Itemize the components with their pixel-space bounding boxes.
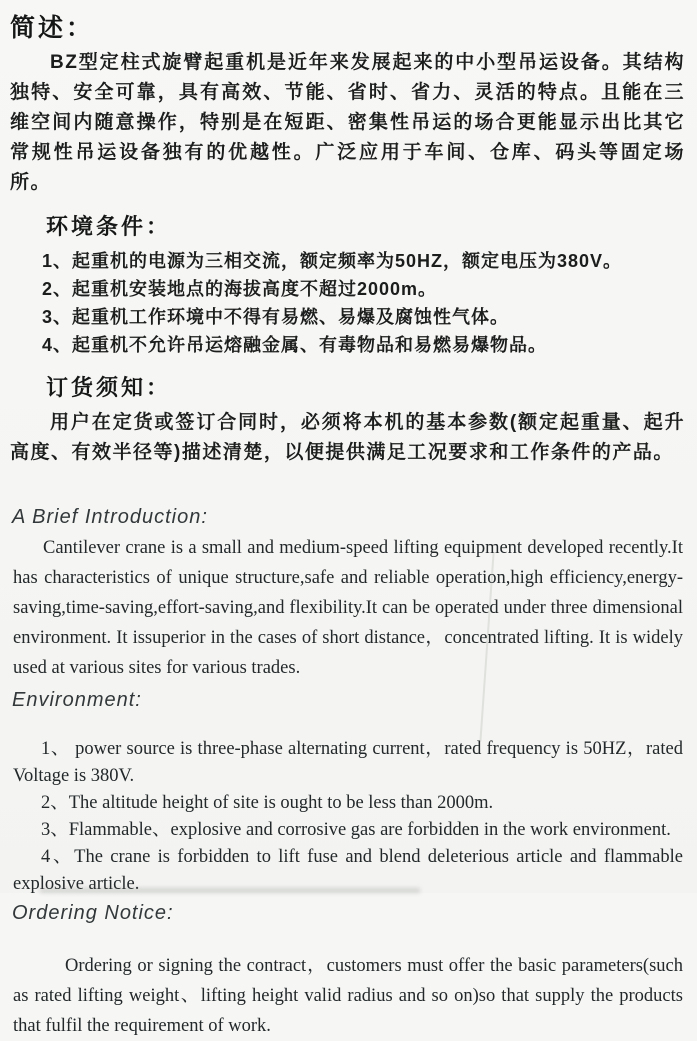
cn-environment-heading: 环境条件： (46, 214, 172, 239)
en-environment-item-3: 3、Flammable、explosive and corrosive gas are forbidden in the work environment. (41, 820, 671, 840)
cn-ordering-paragraph: 用户在定货或签订合同时，必须将本机的基本参数(额定起重量、起升高度、有效半径等)描述清楚，以便提供满足工况要求和工作条件的产品。 (10, 412, 685, 463)
en-ordering-heading: Ordering Notice: (12, 902, 174, 924)
cn-environment-list (42, 247, 697, 359)
cn-intro-paragraph: BZ型定柱式旋臂起重机是近年来发展起来的中小型吊运设备。其结构独特、安全可靠，具有高效、节能、省时、省力、灵活的特点。且能在三维空间内随意操作，特别是在短距、密集性吊运的场合更能显示出比其它常规性吊运设备独有的优越性。广泛应用于车间、仓库、码头等固定场所。 (10, 52, 685, 193)
en-intro-heading: A Brief Introduction: (12, 506, 208, 528)
en-environment-item-1: 1、 power source is three-phase alternating current，rated frequency is 50HZ，rated Voltage is 380V. (13, 739, 683, 786)
cn-intro-heading: 简述： (10, 14, 95, 42)
en-environment-item-4: 4、The crane is forbidden to lift fuse and blend deleterious article and flammable explosive article. (13, 847, 683, 894)
en-environment-item-2: 2、The altitude height of site is ought to be less than 2000m. (41, 793, 494, 813)
cn-environment-item-4: 4、起重机不允许吊运熔融金属、有毒物品和易燃易爆物品。 (42, 335, 548, 355)
en-environment-heading: Environment: (12, 689, 142, 711)
cn-environment-item-1: 1、起重机的电源为三相交流，额定频率为50HZ，额定电压为380V。 (42, 251, 623, 271)
en-intro-paragraph: Cantilever crane is a small and medium-speed lifting equipment developed recently.It has characteristics of unique structure,safe and reliable operation,high efficiency,energy-saving,time-saving,effort-saving,and flexibility.It can be operated under three dimensional environment. It issuperior in the cases of short distance，concentrated lifting. It is widely used at various sites for various trades. (13, 538, 683, 678)
cn-ordering-heading: 订货须知： (46, 375, 172, 400)
en-ordering-paragraph: Ordering or signing the contract，customers must offer the basic parameters(such as rated lifting weight、lifting height valid radius and so on)so that supply the products that fulfil the requirement of work. (13, 956, 683, 1036)
cn-environment-item-2: 2、起重机安装地点的海拔高度不超过2000m。 (42, 279, 438, 299)
cn-environment-item-3: 3、起重机工作环境中不得有易燃、易爆及腐蚀性气体。 (42, 307, 510, 327)
en-environment-list (0, 736, 697, 898)
